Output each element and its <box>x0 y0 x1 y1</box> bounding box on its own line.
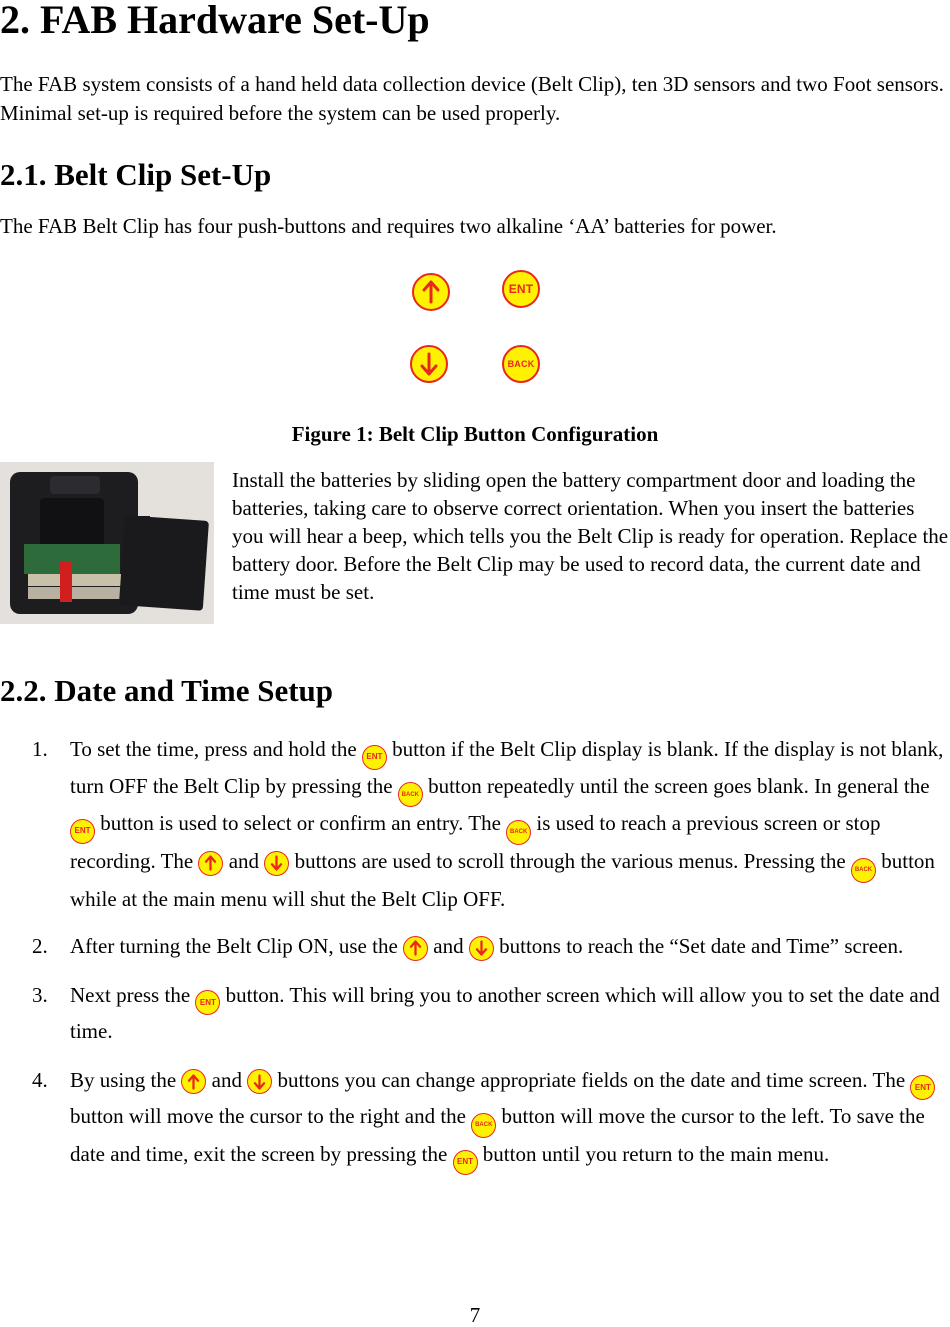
date-time-steps <box>0 733 950 1190</box>
list-item: 1. To set the time, press and hold the ENT button if the Belt Clip display is blank. If the display is not blank, turn OFF the Belt Clip by pressing the BACK button repeatedly until the screen goes blank. In general the ENT button is used to select or confirm an entry. The BACK is used to reach a previous screen or stop recording. The and buttons are used to scroll through the various menus. Pressing the BACK button while at the main menu will shut the Belt Clip OFF. <box>32 737 944 911</box>
section-2-2-heading: 2.2. Date and Time Setup <box>0 673 334 708</box>
figure-caption: Figure 1: Belt Clip Button Configuration <box>291 422 659 446</box>
list-item: 4. By using the and buttons you can change appropriate fields on the date and time screen. The ENT button will move the cursor to the right and the BACK button will move the cursor to the left. To save the date and time, exit the screen by pressing the ENT button until you return to the main menu. <box>0 1064 950 1175</box>
ent-button-icon: ENT <box>453 1150 478 1175</box>
down-arrow-button-icon <box>410 345 448 383</box>
up-arrow-button-icon <box>181 1069 206 1094</box>
back-button-icon: BACK <box>506 820 531 845</box>
back-button-icon: BACK <box>851 858 876 883</box>
section-2-1-heading: 2.1. Belt Clip Set-Up <box>0 157 272 192</box>
ent-button-icon: ENT <box>502 270 540 308</box>
up-arrow-button-icon <box>412 273 450 311</box>
ent-button-icon: ENT <box>910 1075 935 1100</box>
page-number: 7 <box>469 1303 481 1327</box>
up-arrow-button-icon <box>198 851 223 876</box>
list-item: 2. After turning the Belt Clip ON, use the and buttons to reach the “Set date and Time” screen. <box>0 930 950 962</box>
belt-clip-photo <box>0 462 214 624</box>
ent-button-icon: ENT <box>70 819 95 844</box>
page-title: 2. FAB Hardware Set-Up <box>0 0 430 42</box>
back-button-icon: BACK <box>398 782 423 807</box>
battery-instructions: Install the batteries by sliding open the battery compartment door and loading the batteries, taking care to observe correct orientation. When you insert the batteries you will hear a beep, which tells you the Belt Clip is ready for operation. Replace the battery door. Before the Belt Clip may be used to record data, the current date and time must be set. <box>232 468 949 604</box>
section-2-1-text: The FAB Belt Clip has four push-buttons and requires two alkaline ‘AA’ batteries for power. <box>0 214 777 238</box>
down-arrow-button-icon <box>469 936 494 961</box>
down-arrow-button-icon <box>264 851 289 876</box>
ent-button-icon: ENT <box>362 745 387 770</box>
back-button-icon: BACK <box>471 1113 496 1138</box>
intro-paragraph: The FAB system consists of a hand held data collection device (Belt Clip), ten 3D sensors and two Foot sensors. Minimal set-up is required before the system can be used properly. <box>0 72 944 125</box>
ent-button-icon: ENT <box>195 990 220 1015</box>
back-button-icon: BACK <box>502 345 540 383</box>
up-arrow-button-icon <box>403 936 428 961</box>
list-item: 3. Next press the ENT button. This will bring you to another screen which will allow you to set the date and time. <box>32 982 940 1044</box>
down-arrow-button-icon <box>247 1069 272 1094</box>
